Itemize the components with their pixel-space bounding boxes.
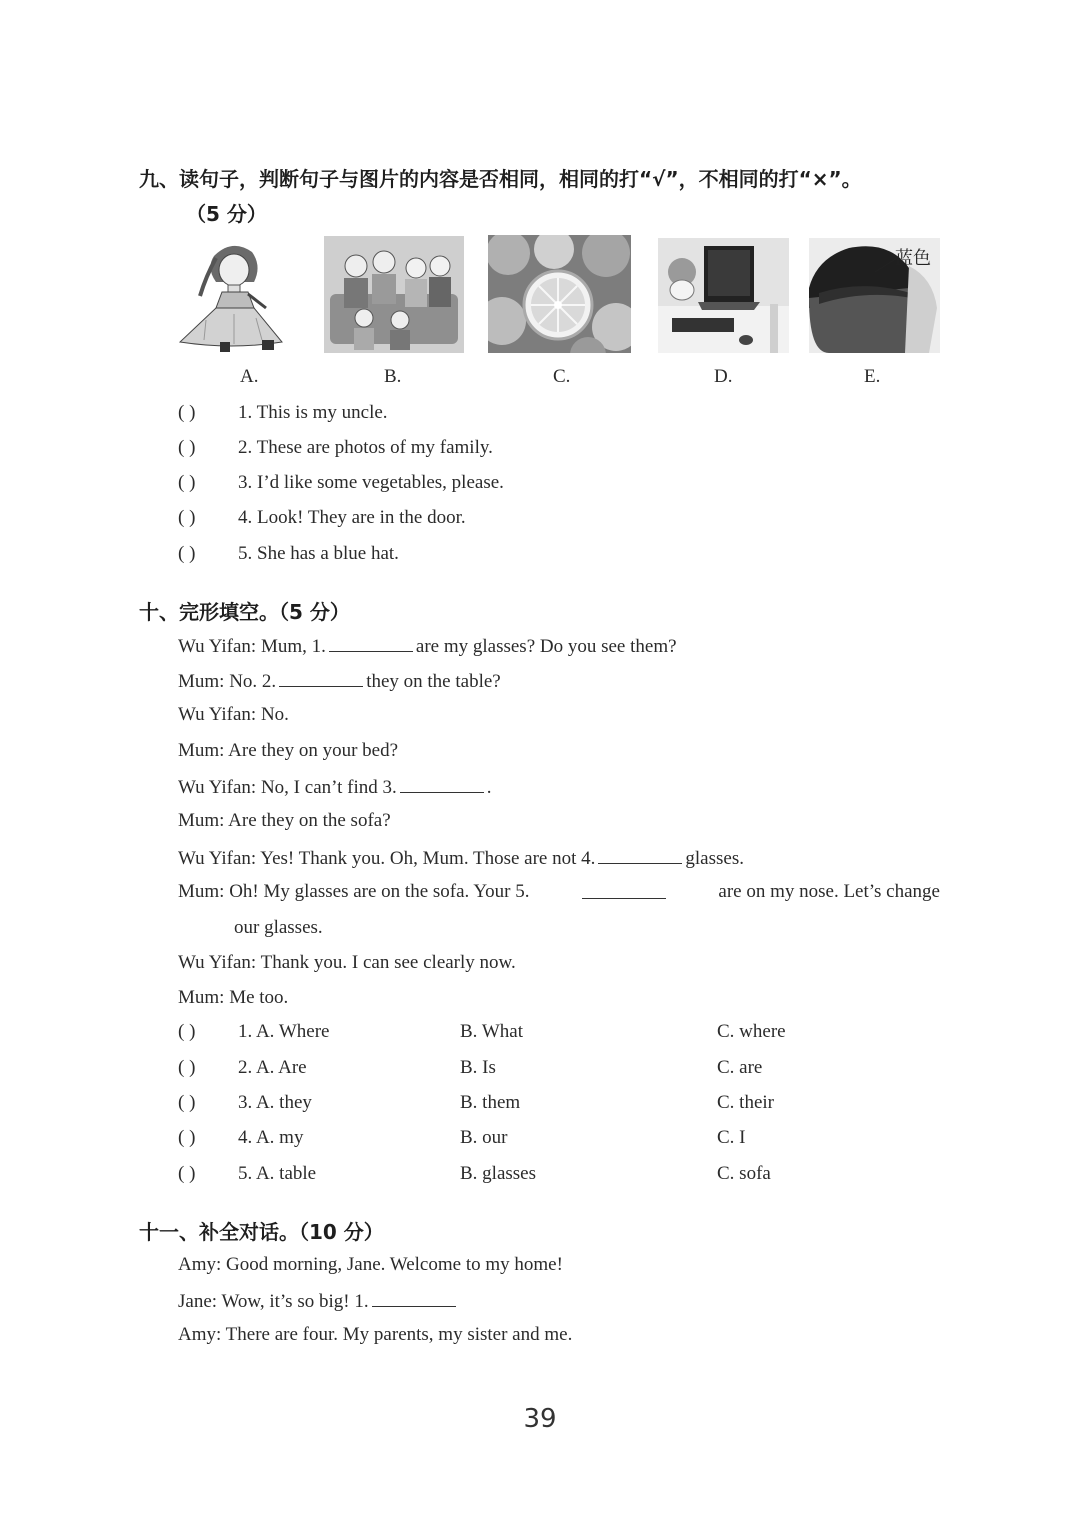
answer-blank[interactable]: ( ) [178, 1127, 196, 1148]
dialogue-line: Wu Yifan: Mum, 1. are my glasses? Do you see them? [178, 633, 677, 659]
answer-blank[interactable]: ( ) [178, 472, 196, 493]
section-11-title: 十一、补全对话。（10 分） [139, 1220, 384, 1244]
computer-desk-icon [658, 238, 789, 353]
option-a: 5. A. table [238, 1163, 317, 1184]
cap-icon [809, 238, 940, 353]
option-b: B. our [460, 1127, 508, 1148]
fruits-icon [488, 235, 631, 353]
question-text: 2. These are photos of my family. [238, 437, 493, 458]
blue-color-note: 蓝色 [895, 248, 931, 269]
option-b: B. What [460, 1021, 523, 1042]
dialogue-line: Amy: There are four. My parents, my sister and me. [178, 1324, 573, 1345]
picture-label-b: B. [384, 366, 402, 387]
option-b: B. glasses [460, 1163, 536, 1184]
dialogue-line: Mum: Are they on your bed? [178, 740, 399, 761]
picture-label-a: A. [240, 366, 259, 387]
dialogue-line: Mum: Me too. [178, 987, 289, 1008]
question-text: 3. I’d like some vegetables, please. [238, 472, 504, 493]
dialogue-line: Mum: No. 2. they on the table? [178, 668, 501, 694]
answer-blank[interactable]: ( ) [178, 437, 196, 458]
option-a: 1. A. Where [238, 1021, 330, 1042]
dialogue-line: Mum: Oh! My glasses are on the sofa. Your 5. are on my nose. Let’s change [178, 881, 940, 902]
option-c: C. I [717, 1127, 746, 1148]
picture-label-e: E. [864, 366, 881, 387]
dialogue-line: Wu Yifan: No. [178, 704, 289, 725]
dialogue-line: Mum: Are they on the sofa? [178, 810, 391, 831]
answer-blank[interactable]: ( ) [178, 1057, 196, 1078]
dialogue-line: Wu Yifan: Yes! Thank you. Oh, Mum. Those are not 4. glasses. [178, 845, 744, 871]
option-c: C. where [717, 1021, 786, 1042]
option-a: 4. A. my [238, 1127, 304, 1148]
question-text: 1. This is my uncle. [238, 402, 388, 423]
option-a: 2. A. Are [238, 1057, 307, 1078]
option-c: C. are [717, 1057, 763, 1078]
fill-blank[interactable] [582, 880, 666, 899]
answer-blank[interactable]: ( ) [178, 402, 196, 423]
dialogue-line: Jane: Wow, it’s so big! 1. [178, 1288, 459, 1314]
fill-blank[interactable] [598, 845, 682, 864]
option-b: B. them [460, 1092, 521, 1113]
fill-blank[interactable] [279, 668, 363, 687]
dialogue-line: Wu Yifan: Thank you. I can see clearly now. [178, 952, 516, 973]
dialogue-line: Wu Yifan: No, I can’t find 3. . [178, 774, 492, 800]
option-a: 3. A. they [238, 1092, 312, 1113]
dialogue-line: Amy: Good morning, Jane. Welcome to my home! [178, 1254, 563, 1275]
section-9-score: （5 分） [186, 202, 267, 226]
option-c: C. their [717, 1092, 774, 1113]
option-b: B. Is [460, 1057, 496, 1078]
fill-blank[interactable] [400, 774, 484, 793]
picture-label-d: D. [714, 366, 733, 387]
page-number: 39 [523, 1404, 557, 1434]
answer-blank[interactable]: ( ) [178, 1163, 196, 1184]
answer-blank[interactable]: ( ) [178, 1021, 196, 1042]
dialogue-line: our glasses. [234, 917, 323, 938]
picture-label-c: C. [553, 366, 571, 387]
question-text: 4. Look! They are in the door. [238, 507, 466, 528]
section-10-title: 十、完形填空。（5 分） [139, 600, 350, 624]
answer-blank[interactable]: ( ) [178, 507, 196, 528]
answer-blank[interactable]: ( ) [178, 543, 196, 564]
fill-blank[interactable] [329, 633, 413, 652]
question-text: 5. She has a blue hat. [238, 543, 399, 564]
girl-in-dress-icon [176, 236, 288, 354]
fill-blank[interactable] [372, 1288, 456, 1307]
section-9-title: 九、读句子，判断句子与图片的内容是否相同，相同的打“√”，不相同的打“×”。 [139, 167, 862, 191]
answer-blank[interactable]: ( ) [178, 1092, 196, 1113]
option-c: C. sofa [717, 1163, 771, 1184]
family-photo-icon [324, 236, 464, 353]
